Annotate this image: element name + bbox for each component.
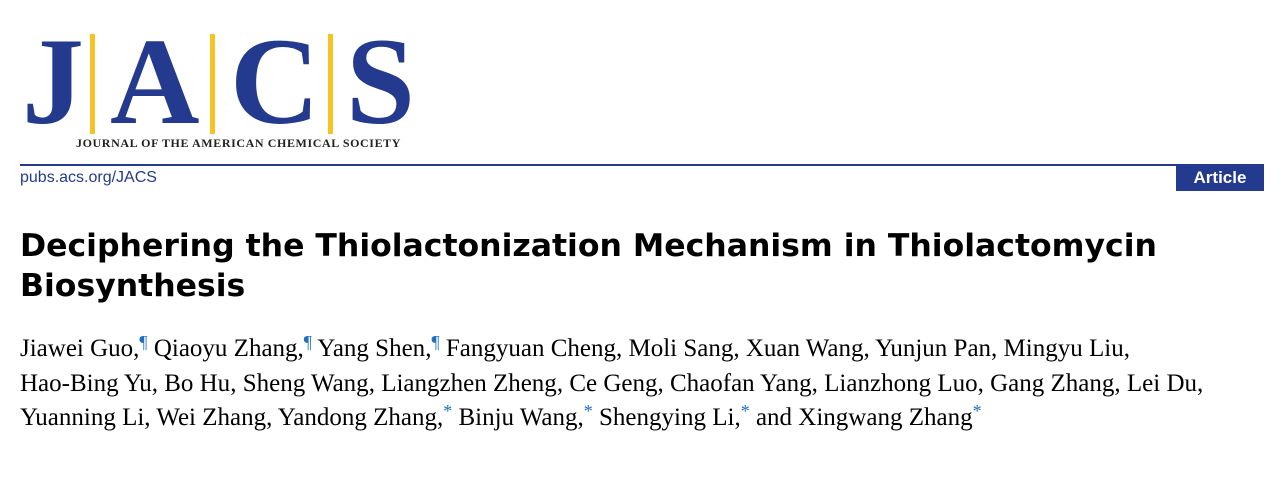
author-separator: , [577,404,584,431]
article-title: Deciphering the Thiolactonization Mechanism in Thiolactomycin Biosynthesis [20,228,1157,304]
author-name: Qiaoyu Zhang [153,335,298,362]
equal-contribution-mark[interactable]: ¶ [303,332,312,352]
author-separator: , [266,404,273,431]
author-separator: , [436,404,444,431]
author-separator: , [133,335,140,362]
author-name: Lianzhong Luo [824,369,978,397]
author-name: Yang Shen [317,335,426,362]
author-separator: , [734,404,741,431]
author[interactable] [20,404,151,431]
author-separator: , [1114,369,1121,397]
author-separator: , [425,335,432,362]
header-rule [20,164,1264,166]
corresponding-author-mark[interactable]: * [583,401,593,421]
equal-contribution-mark[interactable]: ¶ [431,332,440,352]
journal-full-name: JOURNAL OF THE AMERICAN CHEMICAL SOCIETY [76,136,402,150]
logo-divider [90,34,95,134]
author[interactable] [670,370,818,397]
author-name: Moli Sang [628,335,734,362]
author-separator: , [615,335,623,362]
author-separator: , [144,404,151,431]
author-separator: , [863,335,870,362]
author[interactable] [599,401,750,431]
corresponding-author-mark[interactable]: * [443,401,453,421]
author-separator: , [1197,369,1204,397]
logo-letter-s: S [346,13,415,150]
author[interactable] [156,404,272,431]
author[interactable] [1004,335,1130,362]
logo-divider [328,34,333,134]
author[interactable] [746,335,870,362]
author-name: Shengying Li [599,404,735,431]
author[interactable] [569,370,663,397]
author[interactable] [277,401,453,431]
equal-contribution-mark[interactable]: ¶ [139,332,148,352]
author-name: Mingyu Liu [1003,335,1124,362]
author[interactable] [20,370,158,397]
article-type-badge: Article [1176,165,1264,191]
author-separator: , [657,369,664,397]
author-name: Liangzhen Zheng [381,369,557,397]
author-list [20,332,1270,436]
journal-site-link[interactable]: pubs.acs.org/JACS [20,169,157,186]
author-separator: , [1123,335,1130,362]
author-separator: , [368,369,375,397]
author-separator: , [811,369,818,397]
author[interactable] [824,370,984,397]
corresponding-author-mark[interactable]: * [972,401,982,421]
author-name: Binju Wang [458,404,578,431]
author-name: Yandong Zhang [277,404,437,431]
author-name: Fangyuan Cheng [445,335,616,362]
author-name: Hao-Bing Yu [20,369,152,397]
author-name: Sheng Wang [242,369,369,397]
author-name: Chaofan Yang [669,369,812,397]
author[interactable] [755,401,982,431]
author[interactable] [1127,370,1203,397]
author[interactable] [164,370,236,397]
author[interactable] [243,370,375,397]
author-separator: , [991,335,998,362]
author[interactable] [153,332,312,362]
author[interactable] [20,332,148,362]
author-name: and Xingwang Zhang [755,404,973,431]
author-name: Bo Hu [164,369,231,397]
author[interactable] [990,370,1121,397]
author[interactable] [446,335,622,362]
author-separator: , [977,369,984,397]
author[interactable] [381,370,563,397]
author-name: Yunjun Pan [875,335,992,362]
author-separator: , [151,369,158,397]
author-separator: , [556,369,564,397]
author-name: Wei Zhang [156,404,267,431]
author[interactable] [458,401,593,431]
author[interactable] [875,335,997,362]
author[interactable] [628,335,739,362]
author-separator: , [297,335,304,362]
logo-divider [210,34,215,134]
author-name: Lei Du [1126,369,1197,397]
author-name: Ce Geng [569,369,658,397]
logo-letter-c: C [230,13,320,150]
author-name: Xuan Wang [745,335,864,362]
logo-letter-j: J [22,13,84,150]
corresponding-author-mark[interactable]: * [740,401,750,421]
logo-letter-a: A [110,13,200,150]
author-separator: , [230,369,237,397]
author-separator: , [733,335,740,362]
author[interactable] [317,332,440,362]
author-name: Yuanning Li [20,404,145,431]
jacs-logo [22,13,422,156]
author-name: Jiawei Guo [20,335,134,362]
author-name: Gang Zhang [990,369,1115,397]
